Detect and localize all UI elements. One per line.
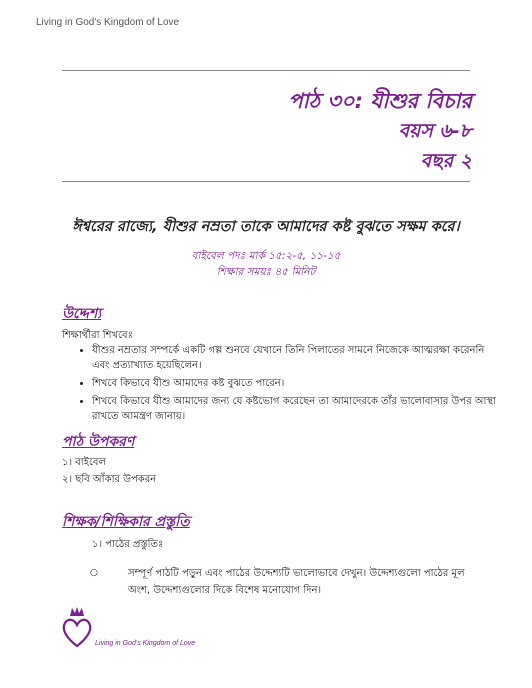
- lesson-age: বয়স ৬-৮: [398, 120, 472, 142]
- prep-item: [90, 565, 475, 599]
- crown-heart-logo-icon: [60, 606, 94, 650]
- prep-step: ১। পাঠের প্রস্তুতিঃ: [92, 539, 164, 550]
- material-item: ২। ছবি আঁকার উপকরন: [62, 474, 157, 485]
- lesson-title: পাঠ ৩০: যীশুর বিচার: [288, 89, 472, 113]
- material-item: ১। বাইবেল: [62, 457, 106, 468]
- running-header: Living in God's Kingdom of Love: [36, 17, 180, 28]
- title-divider: [62, 181, 470, 182]
- goal-item: • শিখবে কিভাবে যীশু আমাদের কষ্ট বুঝতে পারেন।: [92, 376, 502, 391]
- materials-heading: পাঠ উপকরণ: [62, 434, 135, 450]
- goals-list: [62, 343, 502, 427]
- footer-text: Living in God's Kingdom of Love: [95, 640, 196, 647]
- prep-heading: শিক্ষক/শিক্ষিকার প্রস্তুতি: [62, 514, 190, 530]
- prep-item-text: সম্পূর্ণ পাঠটি পড়ুন এবং পাঠের উদ্দেশ্যটি ভালোভাবে দেখুন। উদ্দেশ্যগুলো পাঠের মূল অংশ, উদ্দেশ্যগুলোর দিকে বিশেষ মনোযোগ দিন।: [128, 568, 465, 596]
- lesson-year: বছর ২: [420, 150, 472, 172]
- goals-heading: উদ্দেশ্য: [62, 306, 102, 322]
- goals-intro: শিক্ষার্থীরা শিখবেঃ: [62, 330, 133, 341]
- materials-list: [62, 454, 156, 488]
- lesson-theme: ঈশ্বরের রাজ্যে, যীশুর নম্রতা তাকে আমাদের কষ্ট বুঝতে সক্ষম করে।: [72, 219, 460, 235]
- goal-item: • শিখবে কিভাবে যীশু আমাদের জন্য যে কষ্টভোগ করেছেন তা আমাদেরকে তাঁর ভালোবাসার উপর আস্থা রাখতে আমন্ত্রণ জানায়।: [92, 394, 502, 424]
- goal-item: • যীশুর নম্রতার সম্পর্কে একটি গল্প শুনবে যেখানে তিনি পিলাতের সামনে নিজেকে আত্মরক্ষা করেননি এবং প্রত্যাখ্যাত হয়েছিলেন।: [92, 343, 502, 373]
- lesson-title-block: [288, 86, 472, 176]
- circle-bullet-icon: ○: [90, 568, 98, 578]
- bible-reference: বাইবেল পদঃ মার্ক ১৫:২-৫, ১১-১৫: [191, 250, 341, 262]
- top-divider: [62, 70, 470, 71]
- class-time: শিক্ষার সময়ঃ ৪৫ মিনিট: [216, 266, 316, 278]
